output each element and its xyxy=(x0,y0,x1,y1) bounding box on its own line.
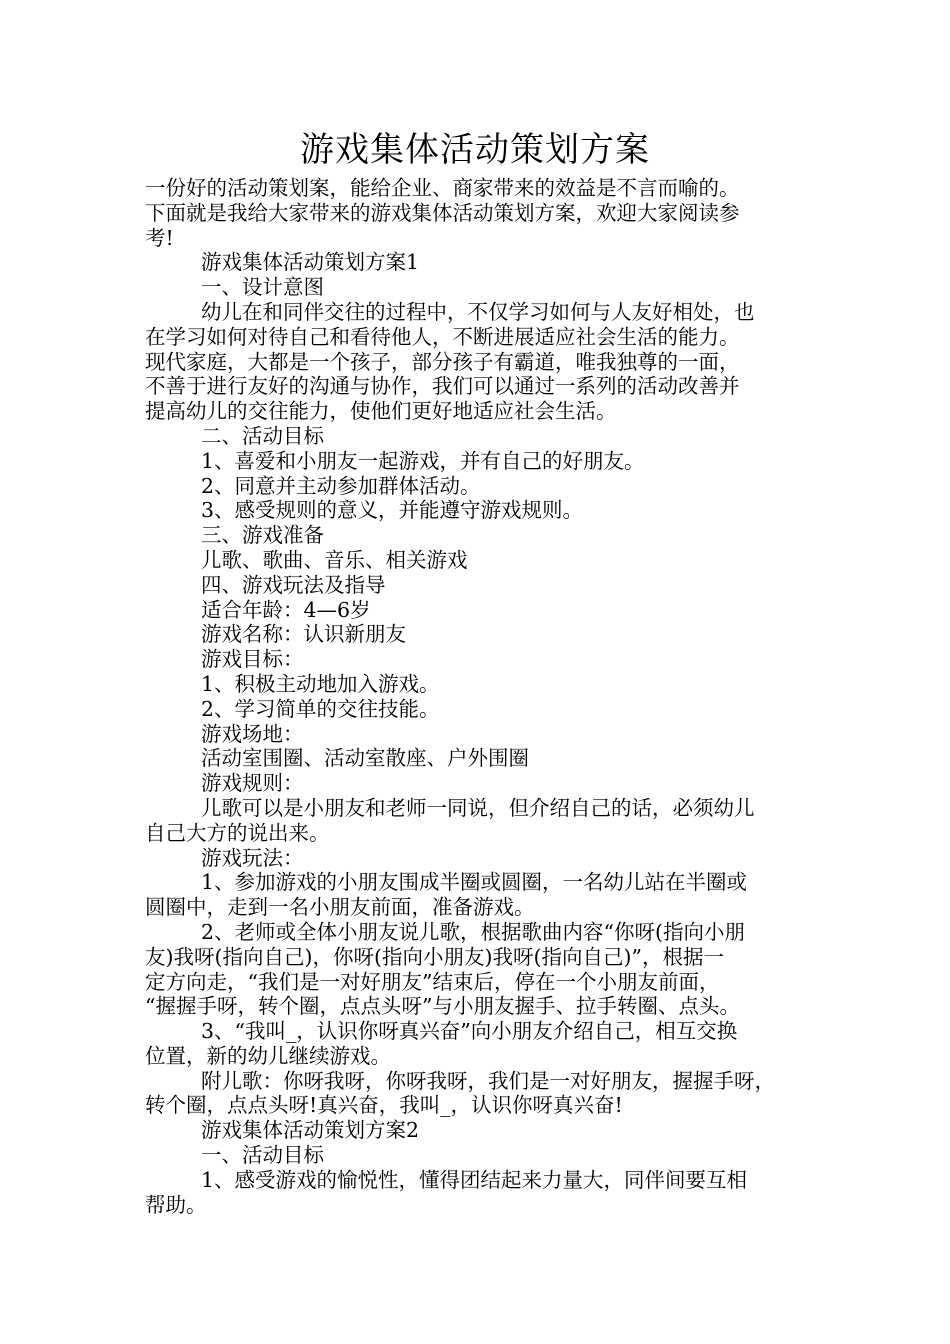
text-line: 游戏规则： xyxy=(201,771,304,796)
text-line: 3、“我叫_，认识你呀真兴奋”向小朋友介绍自己，相互交换 xyxy=(201,1019,738,1044)
text-line: 幼儿在和同伴交往的过程中，不仅学习如何与人友好相处，也 xyxy=(201,299,755,324)
text-line: 自己大方的说出来。 xyxy=(145,820,330,845)
document-body xyxy=(145,176,810,1217)
text-line: 1、积极主动地加入游戏。 xyxy=(201,671,440,696)
text-line: 现代家庭，大都是一个孩子，部分孩子有霸道，唯我独尊的一面， xyxy=(145,349,740,374)
text-line: 圆圈中，走到一名小朋友前面，准备游戏。 xyxy=(145,895,535,920)
text-line: 1、感受游戏的愉悦性，懂得团结起来力量大，同伴间要互相 xyxy=(201,1167,748,1192)
text-line: 一、设计意图 xyxy=(201,275,324,300)
text-line: 二、活动目标 xyxy=(201,423,324,448)
document-title: 游戏集体活动策划方案 xyxy=(300,130,650,170)
text-line: 四、游戏玩法及指导 xyxy=(201,572,386,597)
text-line: 帮助。 xyxy=(145,1192,207,1217)
text-line: “握握手呀，转个圈，点点头呀”与小朋友握手、拉手转圈、点头。 xyxy=(145,994,740,1019)
text-line: 游戏场地： xyxy=(201,721,304,746)
text-line: 儿歌可以是小朋友和老师一同说，但介绍自己的话，必须幼儿 xyxy=(201,795,755,820)
text-line: 一份好的活动策划案，能给企业、商家带来的效益是不言而喻的。 xyxy=(145,176,740,200)
text-line: 友)我呀(指向自己)，你呀(指向小朋友)我呀(指向自己)”，根据一 xyxy=(145,944,724,969)
text-line: 3、感受规则的意义，并能遵守游戏规则。 xyxy=(201,498,584,523)
text-line: 活动室围圈、活动室散座、户外围圈 xyxy=(201,746,529,771)
text-line: 一、活动目标 xyxy=(201,1143,324,1168)
text-line: 1、喜爱和小朋友一起游戏，并有自己的好朋友。 xyxy=(201,448,645,473)
text-line: 考! xyxy=(145,225,174,250)
text-line: 三、游戏准备 xyxy=(201,523,324,548)
text-line: 游戏名称：认识新朋友 xyxy=(201,622,406,647)
text-line: 儿歌、歌曲、音乐、相关游戏 xyxy=(201,547,468,572)
text-line: 游戏玩法： xyxy=(201,845,304,870)
text-line: 转个圈，点点头呀!真兴奋，我叫_，认识你呀真兴奋! xyxy=(145,1093,623,1118)
text-line: 游戏集体活动策划方案2 xyxy=(201,1118,420,1143)
text-line: 2、学习简单的交往技能。 xyxy=(201,696,440,721)
text-line: 在学习如何对待自己和看待他人，不断进展适应社会生活的能力。 xyxy=(145,324,740,349)
text-line: 附儿歌：你呀我呀，你呀我呀，我们是一对好朋友，握握手呀， xyxy=(201,1068,775,1093)
text-line: 提高幼儿的交往能力，使他们更好地适应社会生活。 xyxy=(145,399,617,424)
text-line: 定方向走，“我们是一对好朋友”结束后，停在一个小朋友前面， xyxy=(145,969,720,994)
text-line: 1、参加游戏的小朋友围成半圈或圆圈，一名幼儿站在半圈或 xyxy=(201,870,748,895)
text-line: 2、老师或全体小朋友说儿歌，根据歌曲内容“你呀(指向小朋 xyxy=(201,919,746,944)
text-line: 位置，新的幼儿继续游戏。 xyxy=(145,1043,391,1068)
text-line: 适合年龄：4—6岁 xyxy=(201,597,371,622)
text-line: 游戏目标： xyxy=(201,647,304,672)
text-line: 游戏集体活动策划方案1 xyxy=(201,250,420,275)
text-line: 2、同意并主动参加群体活动。 xyxy=(201,473,481,498)
text-line: 不善于进行友好的沟通与协作，我们可以通过一系列的活动改善并 xyxy=(145,374,740,399)
text-line: 下面就是我给大家带来的游戏集体活动策划方案，欢迎大家阅读参 xyxy=(145,200,740,225)
